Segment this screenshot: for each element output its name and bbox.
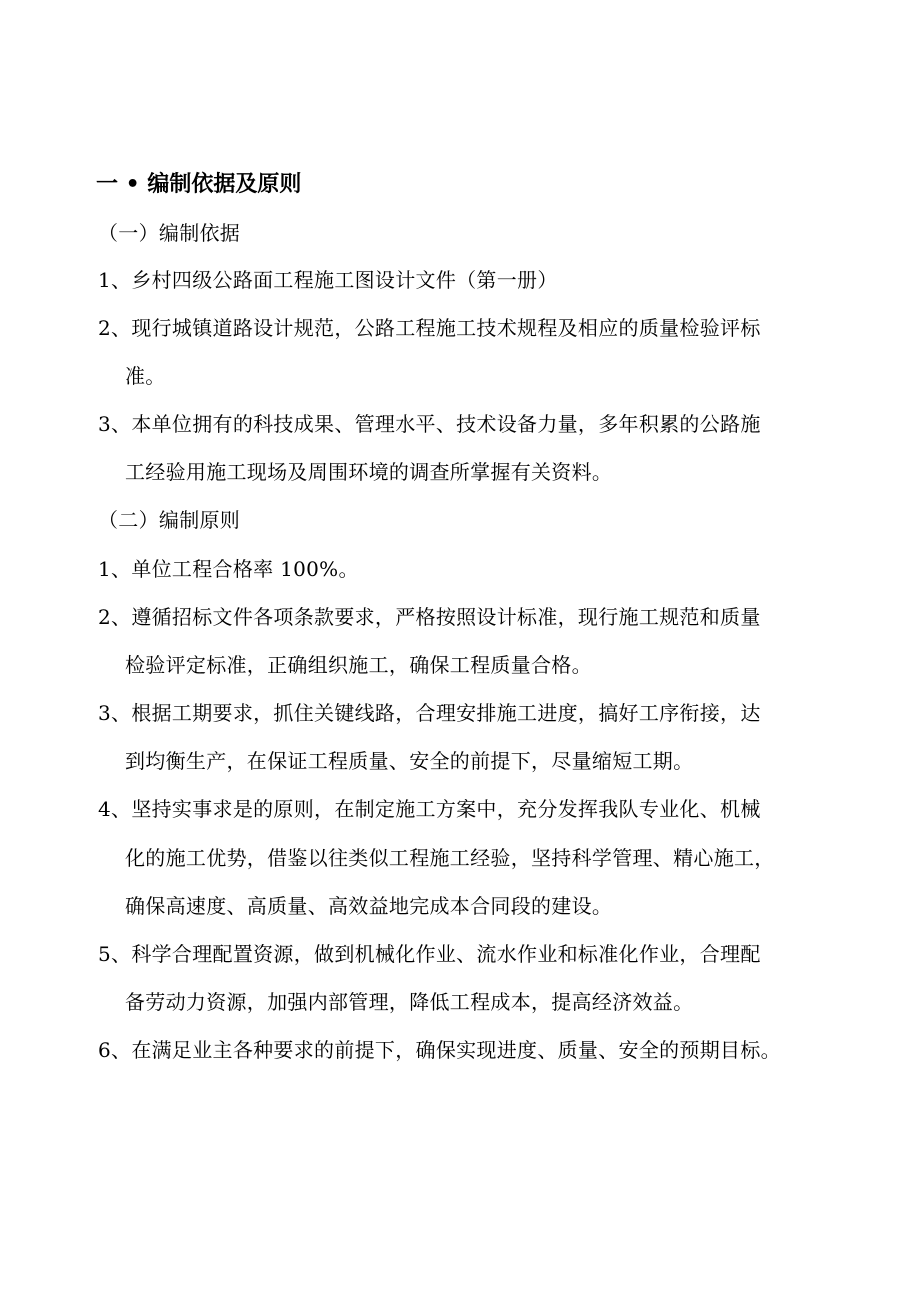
subsection-title-principles: （二）编制原则 (98, 508, 241, 532)
basis-item-1: 1、乡村四级公路面工程施工图设计文件（第一册） (98, 268, 558, 292)
principle-item-2-cont: 检验评定标准，正确组织施工，确保工程质量合格。 (125, 653, 592, 677)
principle-item-4: 4、坚持实事求是的原则，在制定施工方案中，充分发挥我队专业化、机械 (98, 797, 761, 821)
principle-item-4-cont-2: 确保高速度、高质量、高效益地完成本合同段的建设。 (125, 894, 613, 918)
basis-item-3-cont: 工经验用施工现场及周围环境的调查所掌握有关资料。 (125, 460, 613, 484)
principle-item-3-cont: 到均衡生产，在保证工程质量、安全的前提下，尽量缩短工期。 (125, 749, 694, 773)
basis-item-2-cont: 准。 (125, 364, 166, 388)
principle-item-4-cont-1: 化的施工优势，借鉴以往类似工程施工经验，坚持科学管理、精心施工， (125, 846, 775, 870)
section-heading: 一 • 编制依据及原则 (96, 172, 302, 197)
principle-item-2: 2、遵循招标文件各项条款要求，严格按照设计标准，现行施工规范和质量 (98, 605, 761, 629)
principle-item-5: 5、科学合理配置资源，做到机械化作业、流水作业和标准化作业，合理配 (98, 942, 761, 966)
basis-item-3: 3、本单位拥有的科技成果、管理水平、技术设备力量，多年积累的公路施 (98, 412, 761, 436)
principle-item-1: 1、单位工程合格率 100%。 (98, 557, 359, 581)
principle-item-5-cont: 备劳动力资源，加强内部管理，降低工程成本，提高经济效益。 (125, 990, 694, 1014)
basis-item-2: 2、现行城镇道路设计规范，公路工程施工技术规程及相应的质量检验评标 (98, 316, 761, 340)
principle-item-3: 3、根据工期要求，抓住关键线路，合理安排施工进度，搞好工序衔接，达 (98, 701, 761, 725)
principle-item-6: 6、在满足业主各种要求的前提下，确保实现进度、质量、安全的预期目标。 (98, 1038, 781, 1062)
subsection-title-basis: （一）编制依据 (98, 221, 241, 245)
